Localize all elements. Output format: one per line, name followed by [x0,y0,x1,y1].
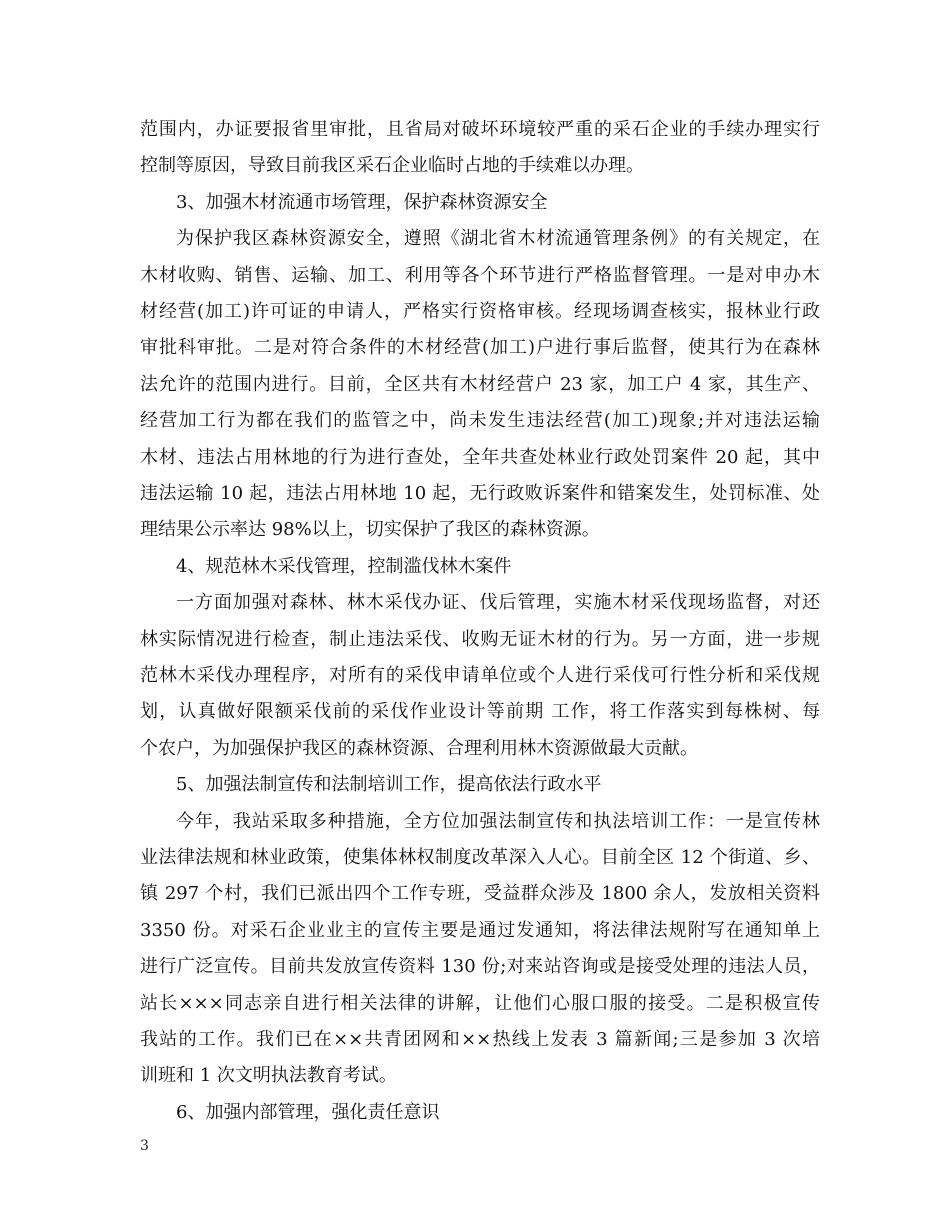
paragraph-line: 个农户，为加强保护我区的森林资源、合理利用林木资源做最大贡献。 [140,738,698,759]
paragraph-first-line: 一方面加强对森林、林木采伐办证、伐后管理，实施木材采伐现场监督，对还 [176,592,820,613]
paragraph-line: 业法律法规和林业政策，使集体林权制度改革深入人心。目前全区 12 个街道、乡、 [140,847,820,868]
paragraph-line: 法允许的范围内进行。目前，全区共有木材经营户 23 家，加工户 4 家，其生产、 [140,374,820,395]
paragraph-line: 范围内，办证要报省里审批，且省局对破坏环境较严重的采石企业的手续办理实行 [140,119,820,140]
paragraph-line: 镇 297 个村，我们已派出四个工作专班，受益群众涉及 1800 余人，发放相关资料 [140,883,820,904]
paragraph-line: 3350 份。对采石企业业主的宣传主要是通过发通知，将法律法规附写在通知单上 [140,920,820,941]
paragraph-first-line: 今年，我站采取多种措施，全方位加强法制宣传和执法培训工作：一是宣传林 [176,811,820,832]
paragraph-first-line: 3、加强木材流通市场管理，保护森林资源安全 [176,192,548,213]
paragraph-line: 木材、违法占用林地的行为进行查处，全年共查处林业行政处罚案件 20 起，其中 [140,447,820,468]
paragraph-line: 训班和 1 次文明执法教育考试。 [140,1065,397,1086]
paragraph-line: 范林木采伐办理程序，对所有的采伐申请单位或个人进行采伐可行性分析和采伐规 [140,665,820,686]
paragraph-first-line: 4、规范林木采伐管理，控制滥伐林木案件 [176,556,512,577]
paragraph-first-line: 为保护我区森林资源安全，遵照《湖北省木材流通管理条例》的有关规定，在 [176,228,820,249]
page-number: 3 [140,1138,149,1154]
paragraph-line: 材经营(加工)许可证的申请人，严格实行资格审核。经现场调查核实，报林业行政 [140,301,820,322]
paragraph-line: 违法运输 10 起，违法占用林地 10 起，无行政败诉案件和错案发生，处罚标准、处 [140,483,820,504]
paragraph-line: 控制等原因，导致目前我区采石企业临时占地的手续难以办理。 [140,155,644,176]
paragraph-line: 站长×××同志亲自进行相关法律的讲解，让他们心服口服的接受。二是积极宣传 [140,993,820,1014]
paragraph-line: 划，认真做好限额采伐前的采伐作业设计等前期 工作，将工作落实到每株树、每 [140,701,820,722]
paragraph-line: 进行广泛宣传。目前共发放宣传资料 130 份;对来站咨询或是接受处理的违法人员， [140,956,820,977]
paragraph-line: 我站的工作。我们已在××共青团网和××热线上发表 3 篇新闻;三是参加 3 次培 [140,1029,820,1050]
paragraph-first-line: 6、加强内部管理，强化责任意识 [176,1102,440,1123]
paragraph-line: 理结果公示率达 98%以上，切实保护了我区的森林资源。 [140,519,600,540]
paragraph-line: 木材收购、销售、运输、加工、利用等各个环节进行严格监督管理。一是对申办木 [140,265,820,286]
paragraph-line: 审批科审批。二是对符合条件的木材经营(加工)户进行事后监督，使其行为在森林 [140,337,820,358]
paragraph-line: 林实际情况进行检查，制止违法采伐、收购无证木材的行为。另一方面，进一步规 [140,629,820,650]
paragraph-first-line: 5、加强法制宣传和法制培训工作，提高依法行政水平 [176,774,602,795]
paragraph-line: 经营加工行为都在我们的监管之中，尚未发生违法经营(加工)现象;并对违法运输 [140,410,820,431]
